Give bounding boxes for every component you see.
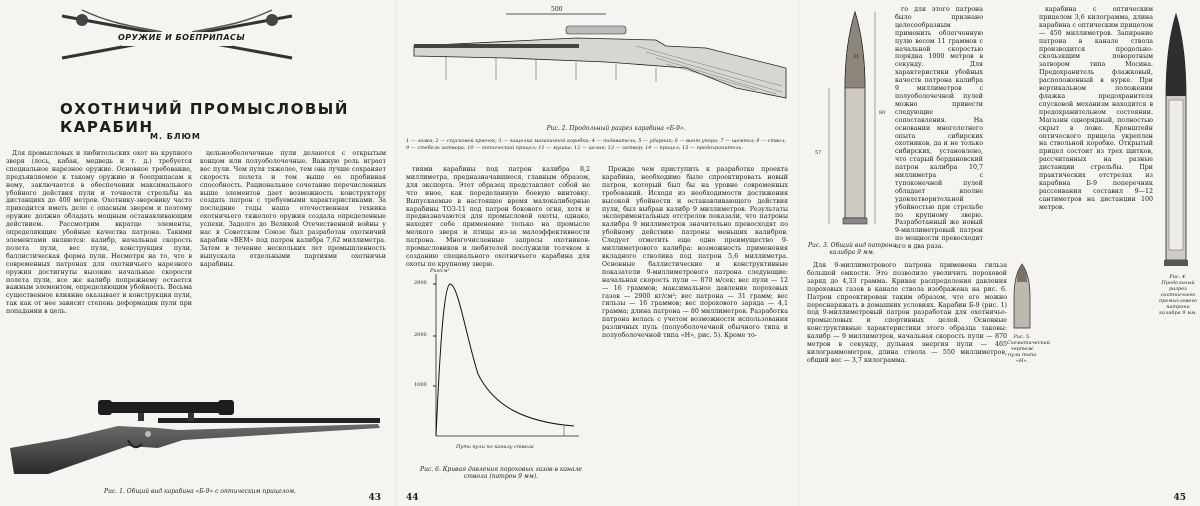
page-number-44: 44 <box>406 493 419 503</box>
fig6-ylabel: Pкг/см² <box>430 268 450 274</box>
fig1-caption: Рис. 1. Общий вид карабина «Б-9» с оптическим прицелом. <box>104 488 296 495</box>
page-43 <box>0 0 395 506</box>
article-title: ОХОТНИЧИЙ ПРОМЫСЛОВЫЙ КАРАБИН <box>60 100 349 136</box>
page43-col1-text: Для промысловых и любительских охот на крупного зверя (лось, кабан, медведь и т. д.) требуется специальное нарезное оружие. Основное требование, предъявляемое к такому оружию и боеприпасам к нему, заключается в обеспечении максимального убойного действия пули и точности стрельбы на дистанциях до 400 метров. Охотнику-зверовику часто приходится иметь дело с опасным зверем и поэтому оружие должно обладать мощным останавливающим действием. Рассмотрим вкратце элементы, определяющие убойные качества патрона. Такими элементами являются: калибр, начальная скорость полета пули, вес пули, конструкция пули, баллистическая форма пули. Несмотря на то, что в современных патронах для охотничьего нарезного оружия достигнуты высокие начальные скорости полета пули, все же калибр попрежнему остается важным элементом, определяющим убойность. Весьма существенное влияние оказывает и конструкция пули, так как от нее зависит степень деформации пули при попадании в цель. <box>6 150 192 316</box>
article-author: М. БЛЮМ <box>150 132 201 141</box>
fig2-dimension-label: 500 <box>551 6 563 13</box>
page45-col1b-text: Для 9-миллиметрового патрона применена гильза большой емкости. Это позволило увеличить пороховой заряд до 4,33 грамма. Кривая распределения давления пороховых газов в канале ствола изображена на рис. 6. Патрон спроектирован таким образом, что его можно переснаряжать в домашних условиях. Карабин Б-9 (рис. 1) под 9-миллиметровый патрон разработан для охотничье-промысловых и спортивных целей. Основные конструктивные характеристики этого образца таковы: калибр — 9 миллиметров, начальная скорость пули — 870 метров в секунду, дульная энергия пули — 465 килограммометров, длина ствола — 550 миллиметров, общий вес — 3,7 килограмма. <box>807 262 1007 364</box>
page44-column-2 <box>602 166 788 490</box>
rifle-b9-illustration <box>8 388 388 480</box>
cartridge-section-drawing <box>1159 10 1193 270</box>
page45-column-1b <box>807 262 1007 494</box>
fig2-legend <box>406 138 786 162</box>
section-header: ОРУЖИЕ И БОЕПРИПАСЫ <box>118 33 246 42</box>
page45-col2-text: карабина с оптическим прицелом 3,6 килограмма, длина карабина с оптическим прицелом — 450 миллиметров. Запирание патрона в канале ствола производится продольно-скользящим поворотным затвором типа Мосина. Предохранитель флажковый, расположенный в курке. При вертикальном положении флажка предохранителя спусковой механизм находится в предохранительном состоянии. Магазин однорядный, полностью скрыт в ложе. Кронштейн оптического прицела укреплен на ствольной коробке. Открытый прицел состоит из трех щитков, рассчитанных на разные дистанции стрельбы. При практических отстрелах из карабина Б-9 поперечник рассеивания составил 9—12 сантиметров на дистанции 100 метров. <box>1039 6 1153 211</box>
fig3-dim-2: 57 <box>815 150 822 156</box>
fig5-caption: Рис. 5. Схематический чертеж пули типа «Н». <box>1007 334 1050 364</box>
fig4-caption: Рис. 4. Продольный разрез охотничьего промыслового патрона калибра 9 мм. <box>1159 274 1198 316</box>
page45-column-2 <box>1039 6 1153 492</box>
fig6-caption: Рис. 6. Кривая давления пороховых газов в канале ствола (патрон 9 мм). <box>420 466 582 480</box>
page44-col1-text: тиями карабины под патрон калибра 8,2 миллиметра, предназначавшиеся, главным образом, для экспорта. Этот образец представляет собой не что иное, как переделанную боевую винтовку. Выпускаемые в настоящее время малокалиберные карабины ТОЗ-11 под патрон бокового огня, хотя и предназначаются для промысловой охоты, однако, находят себе применение только на промысле мелкого зверя и птицы из-за малоэффективности патрона. Многочисленные запросы охотников-промысловиков и любителей послужили толчком к созданию специального охотничьего карабина для охоты по крупному зверю. <box>406 166 590 268</box>
fig6-ytick-3: 1000 <box>414 382 427 388</box>
fig2-caption: Рис. 2. Продольный разрез карабина «Б-9». <box>546 125 686 132</box>
fig6-ytick-2: 2000 <box>414 332 427 338</box>
fig3-dim-3: 31 <box>853 54 860 60</box>
page-45 <box>799 0 1200 506</box>
page-44 <box>396 0 798 506</box>
page43-col2-text: цельнооболочечные пули делаются с открытым концом или полуоболочечные. Важную роль играет вес пули. Чем пуля тяжелее, тем она лучше сохраняет скорость полета и тем выше ее пробивная способность. Рациональное сочетание перечисленных выше элементов дает возможность конструктору создать патрон с требуемыми характеристиками. За последние годы наша отечественная техника охотничьего тяжелого оружия создала определенные успехи. Задолго до Великой Отечественной войны у нас в Советском Союзе был разработан охотничий карабин «ВЕМ» под патрон калибра 7,62 миллиметра. Затем в течение нескольких лет промышленность выпускала отдельными партиями охотничьи карабины. <box>200 150 386 268</box>
fig3-caption: Рис. 3. Общий вид патрона калибра 9 мм. <box>807 242 897 256</box>
pressure-curve-chart <box>414 266 584 474</box>
cartridge-9mm-drawing <box>823 8 887 240</box>
page44-column-1 <box>406 166 590 268</box>
page-number-45: 45 <box>1173 493 1186 503</box>
fig6-ytick-1: 2900 <box>414 280 427 286</box>
page44-col2-text: Прежде чем приступить к разработке проекта карабина, необходимо было спроектировать новый патрон, который был бы на уровне современных требований. Исходя из необходимости достижения высокой убойности и останавливающего действия пули, был выбран калибр 9 миллиметров. Результаты экспериментальных отстрелов показали, что патроны калибра 9 миллиметров значительно превосходят по убойному действию патроны меньших калибров. Следует отметить еще одно преимущество 9-миллиметрового калибра: возможность применения вкладного стволика под патрон 5,6 миллиметра. Основные баллистические и конструктивные показатели 9-миллиметрового патрона следующие: начальная скорость пули — 870 м/сек; вес пули — 12 — 16 граммов; максимальное давление пороховых газов — 2900 кг/см²; вес патрона — 31 грамм; вес гильзы — 16 граммов; вес порохового заряда — 4,1 грамма; длина патрона — 80 миллиметров. Разработка патрона велась с учетом возможности использования различных пуль (полуоболочечной обычного типа и полуоболочечной типа «Н», рис. 5). Кроме то- <box>602 166 788 340</box>
page43-column-2 <box>200 150 386 382</box>
fig3-dim-1: 80 <box>879 110 886 116</box>
fig2-legend-text: 1 — ложа; 2 — спусковой крючок; 3 — защелка магазинной коробки; 4 — подаватель; 5 — ударник; 6 — винт упора; 7 — шомпол; 8 — ствол; 9 — стебель затвора; 10 — оптический прицел; 11 — мушка; 12 — целик; 13 — затвор; 14 — прицел; 15 — предохранитель. <box>406 138 786 151</box>
bullet-type-h-drawing <box>1011 262 1033 330</box>
rifle-section-diagram <box>406 6 791 124</box>
fig6-xlabel: Путь пули по каналу ствола <box>456 444 534 450</box>
page43-column-1 <box>6 150 192 382</box>
page-number-43: 43 <box>368 493 381 503</box>
page45-column-1 <box>895 6 983 251</box>
page45-col1-text: го для этого патрона было признано целесообразным применить облегченную пулю весом 11 граммов с начальной скоростью порядка 1000 метров в секунду. Для характеристики убойных качеств патрона калибра 9 миллиметров с полуоболочечной пулей можно привести следующие сопоставления. На основании многолетнего опыта сибирских охотников, да и не только сибирских, установлено, что старый бердановский патрон калибра 10,7 миллиметра с тупоконечной пулей обладает вполне удовлетворительной убойностью при стрельбе по крупному зверю. Разработанный же новый 9-миллиметровый патрон по мощности превосходит его в два раза. <box>895 6 983 251</box>
